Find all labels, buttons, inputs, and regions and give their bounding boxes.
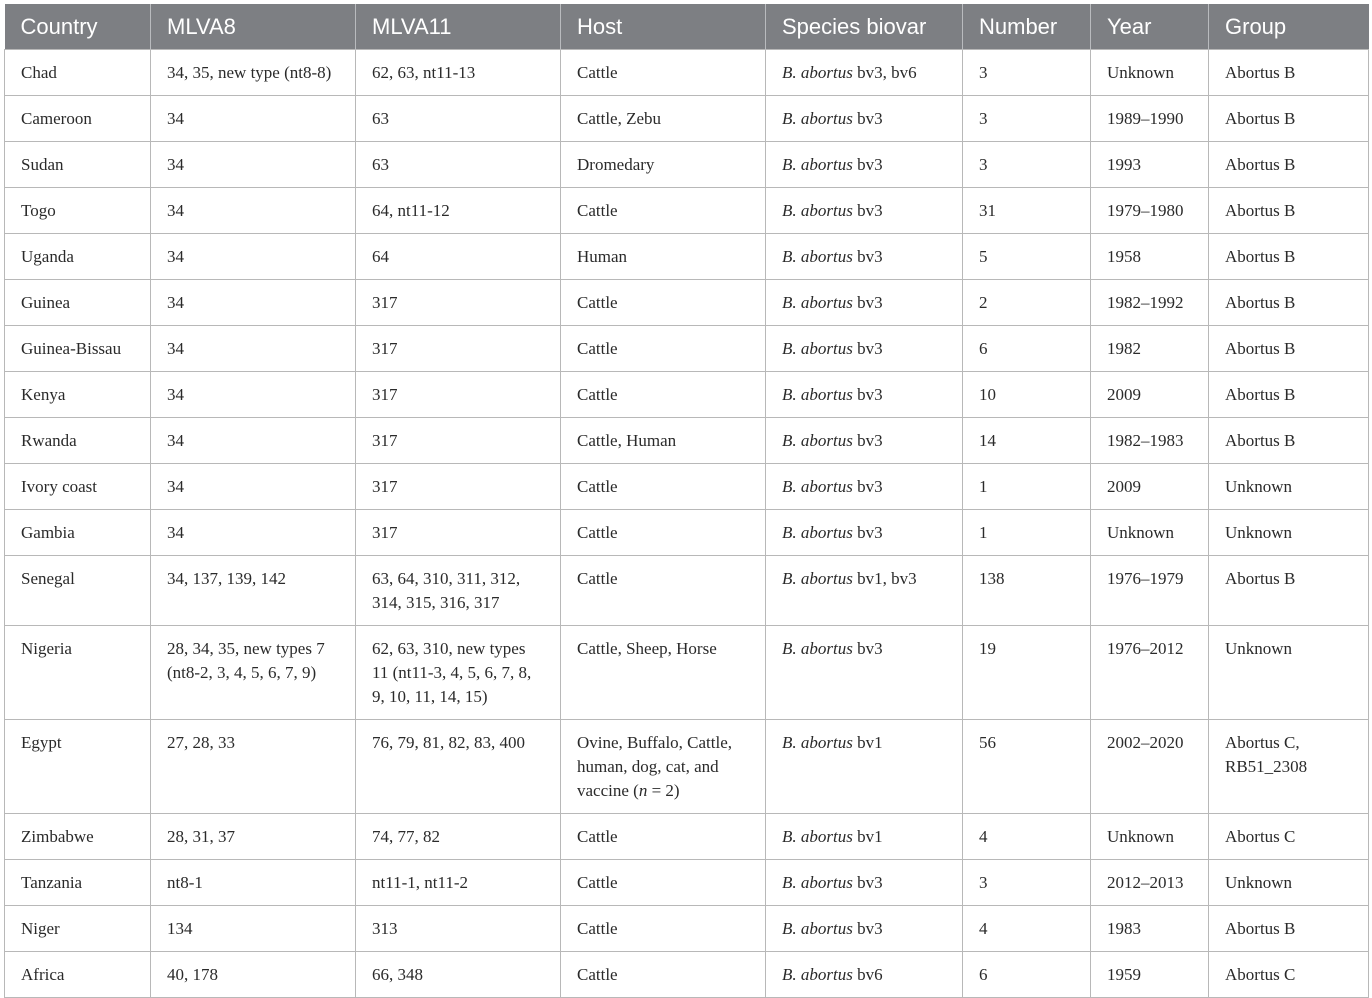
cell-species (766, 96, 963, 142)
col-header-group: Group (1209, 4, 1369, 50)
species-name: B. abortus (782, 523, 853, 542)
cell-host: Cattle (561, 556, 766, 626)
cell-group: Abortus B (1209, 326, 1369, 372)
cell-host (561, 720, 766, 814)
cell-host: Cattle (561, 188, 766, 234)
cell-country: Cameroon (5, 96, 151, 142)
table-row (5, 556, 1369, 626)
cell-host: Cattle (561, 50, 766, 96)
biovar: bv3 (852, 155, 883, 174)
cell-year: Unknown (1091, 510, 1209, 556)
cell-group: Unknown (1209, 510, 1369, 556)
cell-country: Nigeria (5, 626, 151, 720)
species-name: B. abortus (782, 733, 853, 752)
cell-number: 56 (963, 720, 1091, 814)
cell-country: Ivory coast (5, 464, 151, 510)
cell-host: Cattle (561, 464, 766, 510)
biovar: bv3 (852, 385, 883, 404)
cell-number: 3 (963, 142, 1091, 188)
cell-species (766, 720, 963, 814)
cell-year: Unknown (1091, 814, 1209, 860)
cell-mlva8: 34 (151, 142, 356, 188)
host-variable: n (638, 781, 648, 800)
cell-mlva8: 34 (151, 326, 356, 372)
biovar: bv1, bv3 (852, 569, 917, 588)
cell-mlva8: 34 (151, 510, 356, 556)
cell-number: 6 (963, 326, 1091, 372)
cell-number: 19 (963, 626, 1091, 720)
cell-number: 4 (963, 906, 1091, 952)
biovar: bv6 (852, 965, 883, 984)
data-table (4, 4, 1369, 998)
cell-group: Abortus B (1209, 372, 1369, 418)
biovar: bv3, bv6 (852, 63, 917, 82)
cell-number: 10 (963, 372, 1091, 418)
cell-group: Abortus B (1209, 96, 1369, 142)
biovar: bv3 (852, 477, 883, 496)
cell-host: Cattle, Human (561, 418, 766, 464)
cell-species (766, 50, 963, 96)
cell-country: Niger (5, 906, 151, 952)
biovar: bv3 (852, 523, 883, 542)
cell-mlva11: 66, 348 (356, 952, 561, 998)
cell-mlva11: 317 (356, 464, 561, 510)
cell-species (766, 280, 963, 326)
table-row (5, 464, 1369, 510)
cell-mlva11: 62, 63, 310, new types 11 (nt11-3, 4, 5, 6, 7, 8, 9, 10, 11, 14, 15) (356, 626, 561, 720)
table-row (5, 860, 1369, 906)
cell-country: Togo (5, 188, 151, 234)
cell-year: 1958 (1091, 234, 1209, 280)
species-name: B. abortus (782, 109, 853, 128)
cell-mlva8: 34 (151, 96, 356, 142)
biovar: bv3 (852, 431, 883, 450)
cell-group: Abortus B (1209, 234, 1369, 280)
cell-country: Egypt (5, 720, 151, 814)
cell-mlva11: 317 (356, 326, 561, 372)
cell-number: 3 (963, 96, 1091, 142)
biovar: bv3 (852, 339, 883, 358)
table-row (5, 372, 1369, 418)
biovar: bv3 (852, 247, 883, 266)
cell-mlva11: 76, 79, 81, 82, 83, 400 (356, 720, 561, 814)
table-row (5, 326, 1369, 372)
cell-year: 1979–1980 (1091, 188, 1209, 234)
cell-host: Cattle (561, 860, 766, 906)
cell-group: Abortus B (1209, 50, 1369, 96)
cell-number: 1 (963, 510, 1091, 556)
cell-mlva11: 317 (356, 280, 561, 326)
cell-host: Cattle, Zebu (561, 96, 766, 142)
cell-mlva11: nt11-1, nt11-2 (356, 860, 561, 906)
cell-host: Cattle (561, 510, 766, 556)
cell-mlva11: 62, 63, nt11-13 (356, 50, 561, 96)
cell-country: Zimbabwe (5, 814, 151, 860)
cell-host: Cattle (561, 952, 766, 998)
cell-mlva8: 40, 178 (151, 952, 356, 998)
cell-country: Africa (5, 952, 151, 998)
col-header-mlva11: MLVA11 (356, 4, 561, 50)
cell-number: 4 (963, 814, 1091, 860)
table-row (5, 50, 1369, 96)
cell-mlva11: 64, nt11-12 (356, 188, 561, 234)
cell-group: Unknown (1209, 464, 1369, 510)
species-name: B. abortus (782, 569, 853, 588)
cell-country: Kenya (5, 372, 151, 418)
cell-host: Human (561, 234, 766, 280)
table-row (5, 280, 1369, 326)
cell-species (766, 464, 963, 510)
cell-number: 6 (963, 952, 1091, 998)
cell-mlva8: 28, 31, 37 (151, 814, 356, 860)
col-header-number: Number (963, 4, 1091, 50)
col-header-year: Year (1091, 4, 1209, 50)
cell-host: Cattle, Sheep, Horse (561, 626, 766, 720)
cell-species (766, 510, 963, 556)
host-text: Ovine, Buffalo, Cattle, human, dog, cat, and vaccine ( (577, 733, 733, 800)
cell-species (766, 906, 963, 952)
cell-host: Cattle (561, 280, 766, 326)
species-name: B. abortus (782, 873, 853, 892)
cell-group: Abortus C (1209, 952, 1369, 998)
cell-mlva8: 34 (151, 372, 356, 418)
cell-country: Gambia (5, 510, 151, 556)
biovar: bv3 (852, 293, 883, 312)
cell-country: Guinea-Bissau (5, 326, 151, 372)
species-name: B. abortus (782, 827, 853, 846)
cell-mlva8: 34 (151, 280, 356, 326)
cell-number: 1 (963, 464, 1091, 510)
cell-host: Cattle (561, 814, 766, 860)
cell-year: 1976–1979 (1091, 556, 1209, 626)
biovar: bv3 (852, 639, 883, 658)
biovar: bv3 (852, 109, 883, 128)
species-name: B. abortus (782, 155, 853, 174)
cell-country: Uganda (5, 234, 151, 280)
cell-group: Unknown (1209, 626, 1369, 720)
col-header-country: Country (5, 4, 151, 50)
cell-number: 2 (963, 280, 1091, 326)
cell-species (766, 188, 963, 234)
cell-year: 1982–1992 (1091, 280, 1209, 326)
table-row (5, 626, 1369, 720)
cell-mlva8: nt8-1 (151, 860, 356, 906)
cell-mlva11: 63 (356, 96, 561, 142)
cell-mlva8: 34 (151, 464, 356, 510)
cell-mlva8: 27, 28, 33 (151, 720, 356, 814)
table-row (5, 510, 1369, 556)
cell-country: Guinea (5, 280, 151, 326)
cell-mlva8: 34 (151, 418, 356, 464)
cell-year: 2002–2020 (1091, 720, 1209, 814)
cell-mlva11: 74, 77, 82 (356, 814, 561, 860)
cell-mlva11: 317 (356, 418, 561, 464)
table-row (5, 418, 1369, 464)
cell-host: Dromedary (561, 142, 766, 188)
table-row (5, 188, 1369, 234)
cell-mlva8: 134 (151, 906, 356, 952)
species-name: B. abortus (782, 965, 853, 984)
species-name: B. abortus (782, 431, 853, 450)
cell-number: 14 (963, 418, 1091, 464)
species-name: B. abortus (782, 201, 853, 220)
cell-mlva11: 64 (356, 234, 561, 280)
cell-year: 1982–1983 (1091, 418, 1209, 464)
cell-mlva11: 313 (356, 906, 561, 952)
table-row (5, 814, 1369, 860)
cell-mlva11: 317 (356, 510, 561, 556)
cell-country: Sudan (5, 142, 151, 188)
species-name: B. abortus (782, 919, 853, 938)
cell-year: 1959 (1091, 952, 1209, 998)
cell-host: Cattle (561, 372, 766, 418)
cell-group: Abortus B (1209, 142, 1369, 188)
species-name: B. abortus (782, 247, 853, 266)
cell-country: Tanzania (5, 860, 151, 906)
cell-group: Abortus B (1209, 418, 1369, 464)
cell-mlva8: 34 (151, 234, 356, 280)
biovar: bv1 (852, 733, 883, 752)
biovar: bv3 (852, 873, 883, 892)
col-header-species-biovar: Species biovar (766, 4, 963, 50)
table-row (5, 906, 1369, 952)
cell-year: 1982 (1091, 326, 1209, 372)
cell-mlva8: 28, 34, 35, new types 7 (nt8-2, 3, 4, 5, 6, 7, 9) (151, 626, 356, 720)
cell-group: Abortus B (1209, 556, 1369, 626)
table-row (5, 720, 1369, 814)
cell-number: 5 (963, 234, 1091, 280)
species-name: B. abortus (782, 63, 853, 82)
cell-number: 31 (963, 188, 1091, 234)
table-row (5, 142, 1369, 188)
cell-group: Abortus B (1209, 906, 1369, 952)
cell-year: 1976–2012 (1091, 626, 1209, 720)
cell-year: 2009 (1091, 372, 1209, 418)
species-name: B. abortus (782, 639, 853, 658)
cell-year: Unknown (1091, 50, 1209, 96)
cell-species (766, 626, 963, 720)
header-row (5, 4, 1369, 50)
biovar: bv3 (852, 919, 883, 938)
cell-group: Abortus C, RB51_2308 (1209, 720, 1369, 814)
cell-species (766, 418, 963, 464)
cell-number: 138 (963, 556, 1091, 626)
cell-group: Unknown (1209, 860, 1369, 906)
cell-country: Rwanda (5, 418, 151, 464)
table-row (5, 234, 1369, 280)
table-row (5, 96, 1369, 142)
cell-number: 3 (963, 50, 1091, 96)
biovar: bv1 (852, 827, 883, 846)
cell-mlva8: 34, 137, 139, 142 (151, 556, 356, 626)
cell-year: 1989–1990 (1091, 96, 1209, 142)
species-name: B. abortus (782, 385, 853, 404)
col-header-host: Host (561, 4, 766, 50)
cell-host: Cattle (561, 906, 766, 952)
cell-group: Abortus B (1209, 280, 1369, 326)
cell-group: Abortus C (1209, 814, 1369, 860)
cell-mlva8: 34 (151, 188, 356, 234)
cell-country: Senegal (5, 556, 151, 626)
cell-species (766, 814, 963, 860)
species-name: B. abortus (782, 339, 853, 358)
cell-species (766, 142, 963, 188)
cell-mlva11: 63 (356, 142, 561, 188)
host-text-end: = 2) (647, 781, 680, 800)
cell-mlva8: 34, 35, new type (nt8-8) (151, 50, 356, 96)
cell-year: 2009 (1091, 464, 1209, 510)
cell-species (766, 234, 963, 280)
cell-year: 2012–2013 (1091, 860, 1209, 906)
biovar: bv3 (852, 201, 883, 220)
cell-group: Abortus B (1209, 188, 1369, 234)
cell-species (766, 860, 963, 906)
cell-species (766, 556, 963, 626)
cell-country: Chad (5, 50, 151, 96)
cell-host: Cattle (561, 326, 766, 372)
col-header-mlva8: MLVA8 (151, 4, 356, 50)
cell-species (766, 326, 963, 372)
cell-year: 1993 (1091, 142, 1209, 188)
cell-number: 3 (963, 860, 1091, 906)
species-name: B. abortus (782, 477, 853, 496)
cell-mlva11: 63, 64, 310, 311, 312, 314, 315, 316, 317 (356, 556, 561, 626)
species-name: B. abortus (782, 293, 853, 312)
cell-mlva11: 317 (356, 372, 561, 418)
cell-year: 1983 (1091, 906, 1209, 952)
cell-species (766, 372, 963, 418)
